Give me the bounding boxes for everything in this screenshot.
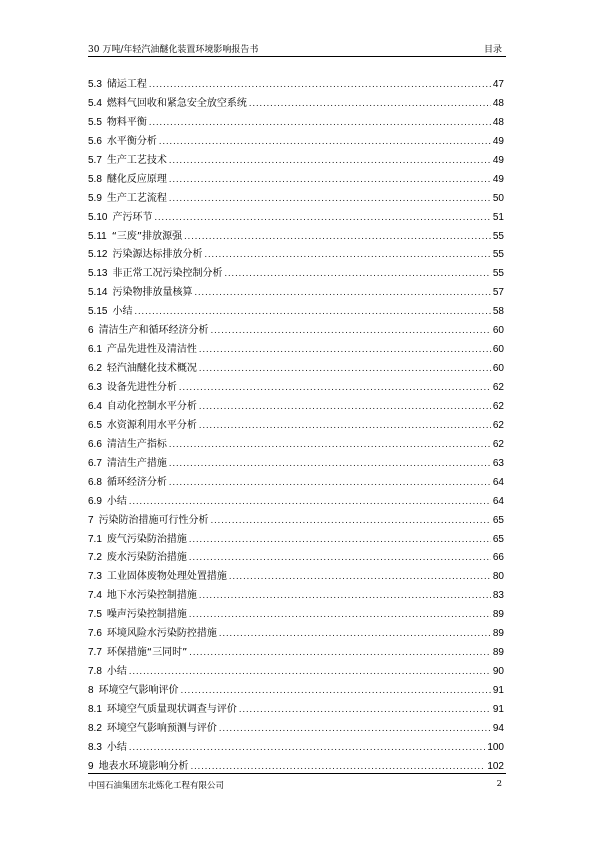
toc-entry-number: 7.5 xyxy=(88,609,102,621)
toc-entry-label: 轻汽油醚化技术概况 xyxy=(106,363,197,375)
toc-entry[interactable] xyxy=(88,663,504,682)
toc-entry-number: 7.2 xyxy=(88,552,102,564)
toc-entry-number: 7.7 xyxy=(88,647,102,659)
toc-leader-dots xyxy=(169,152,491,171)
toc-entry-label: 储运工程 xyxy=(106,79,147,90)
toc-entry[interactable] xyxy=(88,190,504,209)
toc-entry-number: 5.13 xyxy=(88,268,108,280)
toc-leader-dots xyxy=(149,114,491,133)
toc-entry[interactable] xyxy=(88,398,504,417)
toc-entry-number: 5.15 xyxy=(88,306,108,318)
toc-entry[interactable] xyxy=(88,587,504,606)
toc-entry-label: 小结 xyxy=(112,306,133,318)
toc-entry[interactable] xyxy=(88,228,504,247)
toc-entry-page: 62 xyxy=(492,438,504,450)
toc-entry-number: 8.2 xyxy=(88,722,102,734)
toc-entry-number: 7 xyxy=(88,514,94,526)
toc-entry-number: 6.4 xyxy=(88,400,102,412)
toc-entry-page: 62 xyxy=(492,400,504,412)
toc-entry-label: 循环经济分析 xyxy=(106,476,167,488)
toc-entry-page: 60 xyxy=(492,363,504,375)
toc-leader-dots xyxy=(129,663,491,682)
toc-entry[interactable] xyxy=(88,701,504,720)
toc-entry-number: 5.5 xyxy=(88,116,102,128)
toc-entry-number: 7.8 xyxy=(88,666,102,678)
toc-leader-dots xyxy=(199,417,491,436)
toc-leader-dots xyxy=(189,606,491,625)
toc-entry[interactable] xyxy=(88,379,504,398)
toc-entry-number: 5.10 xyxy=(88,211,108,223)
toc-entry[interactable] xyxy=(88,720,504,739)
toc-leader-dots xyxy=(181,682,491,701)
toc-entry-label: 生产工艺技术 xyxy=(106,154,167,166)
toc-leader-dots xyxy=(189,531,491,550)
toc-entry[interactable] xyxy=(88,417,504,436)
toc-entry[interactable] xyxy=(88,341,504,360)
toc-leader-dots xyxy=(211,512,491,531)
toc-entry-number: 7.3 xyxy=(88,571,102,583)
toc-entry-label: 设备先进性分析 xyxy=(106,382,177,393)
toc-entry-page: 89 xyxy=(492,628,504,640)
toc-leader-dots xyxy=(129,493,491,512)
toc-leader-dots xyxy=(229,568,491,587)
toc-entry-label: 污染防治措施可行性分析 xyxy=(98,514,209,526)
toc-entry-number: 5.12 xyxy=(88,249,108,261)
toc-entry-page: 60 xyxy=(492,344,504,356)
toc-entry-page: 64 xyxy=(492,476,504,488)
toc-entry-number: 5.7 xyxy=(88,154,102,166)
toc-leader-dots xyxy=(219,625,491,644)
toc-leader-dots xyxy=(219,720,491,739)
toc-entry-label: 小结 xyxy=(106,495,127,507)
toc-entry[interactable] xyxy=(88,549,504,568)
toc-leader-dots xyxy=(199,587,491,606)
toc-entry[interactable] xyxy=(88,644,504,663)
toc-entry[interactable] xyxy=(88,284,504,303)
page-number: 2 xyxy=(496,779,502,789)
toc-leader-dots xyxy=(184,228,491,247)
toc-leader-dots xyxy=(169,455,491,474)
toc-entry-page: 49 xyxy=(492,135,504,147)
toc-entry[interactable] xyxy=(88,322,504,341)
toc-entry[interactable] xyxy=(88,682,504,701)
toc-entry-label: 工业固体废物处理处置措施 xyxy=(106,571,227,583)
toc-entry[interactable] xyxy=(88,474,504,493)
toc-entry-page: 55 xyxy=(492,249,504,261)
toc-leader-dots xyxy=(169,436,491,455)
toc-entry-number: 6.6 xyxy=(88,438,102,450)
section-name: 目录 xyxy=(483,45,502,55)
toc-entry-label: 水资源利用水平分析 xyxy=(106,419,197,431)
toc-entry-label: 废气污染防治措施 xyxy=(106,533,187,545)
toc-entry-label: 燃料气回收和紧急安全放空系统 xyxy=(106,97,247,109)
toc-leader-dots xyxy=(129,739,485,758)
toc-entry-page: 50 xyxy=(492,192,504,204)
toc-entry[interactable] xyxy=(88,531,504,550)
toc-entry-label: 污染物排放量核算 xyxy=(112,287,193,299)
toc-entry-number: 5.3 xyxy=(88,79,102,90)
toc-entry-label: 环境空气质量现状调查与评价 xyxy=(106,703,237,715)
toc-entry-number: 5.4 xyxy=(88,97,102,109)
toc-entry-page: 62 xyxy=(492,419,504,431)
toc-entry-label: 环保措施“三同时” xyxy=(106,647,188,659)
toc-entry-page: 48 xyxy=(492,116,504,128)
toc-entry-label: 地下水污染控制措施 xyxy=(106,590,197,602)
toc-entry[interactable] xyxy=(88,606,504,625)
toc-entry-number: 7.6 xyxy=(88,628,102,640)
toc-entry-label: 地表水环境影响分析 xyxy=(98,760,189,772)
toc-entry-number: 6.5 xyxy=(88,419,102,431)
toc-leader-dots xyxy=(199,360,491,379)
toc-entry-label: 醚化反应原理 xyxy=(106,173,167,185)
toc-entry[interactable] xyxy=(88,209,504,228)
toc-entry-page: 90 xyxy=(492,666,504,678)
toc-entry-number: 8 xyxy=(88,685,94,696)
toc-entry-label: 废水污染防治措施 xyxy=(106,552,187,564)
toc-entry-page: 89 xyxy=(492,609,504,621)
toc-entry-number: 5.11 xyxy=(88,230,107,242)
toc-entry-label: 清洁生产和循环经济分析 xyxy=(98,325,209,337)
toc-entry-label: 自动化控制水平分析 xyxy=(106,400,197,412)
toc-entry[interactable] xyxy=(88,568,504,587)
toc-leader-dots xyxy=(169,190,491,209)
toc-entry-number: 6.2 xyxy=(88,363,102,375)
toc-leader-dots xyxy=(169,171,491,190)
toc-leader-dots xyxy=(194,284,490,303)
toc-entry-page: 57 xyxy=(492,287,504,299)
toc-entry-label: 污染源达标排放分析 xyxy=(112,249,203,261)
toc-entry[interactable] xyxy=(88,95,504,114)
toc-entry-label: 物料平衡 xyxy=(106,116,147,128)
toc-entry-label: 清洁生产指标 xyxy=(106,438,167,450)
toc-entry-number: 5.6 xyxy=(88,135,102,147)
toc-entry-number: 7.1 xyxy=(88,533,102,545)
toc-entry-label: 小结 xyxy=(106,741,127,753)
toc-entry-number: 6.1 xyxy=(88,344,102,356)
toc-entry-page: 55 xyxy=(492,268,504,280)
toc-entry[interactable] xyxy=(88,76,504,95)
toc-entry[interactable] xyxy=(88,512,504,531)
page-header xyxy=(88,38,506,57)
toc-entry-page: 91 xyxy=(492,703,504,715)
toc-entry-page: 91 xyxy=(492,685,504,696)
toc-leader-dots xyxy=(169,474,491,493)
toc-entry[interactable] xyxy=(88,246,504,265)
toc-leader-dots xyxy=(199,398,491,417)
toc-leader-dots xyxy=(159,133,491,152)
toc-entry[interactable] xyxy=(88,739,504,758)
toc-entry-page: 66 xyxy=(492,552,504,564)
toc-leader-dots xyxy=(239,701,491,720)
toc-entry-number: 8.1 xyxy=(88,703,102,715)
toc-entry-label: 产品先进性及清洁性 xyxy=(106,344,197,356)
toc-leader-dots xyxy=(211,322,491,341)
toc-entry[interactable] xyxy=(88,303,504,322)
toc-entry[interactable] xyxy=(88,171,504,190)
toc-entry-page: 65 xyxy=(492,533,504,545)
toc-entry[interactable] xyxy=(88,360,504,379)
toc-entry-page: 94 xyxy=(492,722,504,734)
company-name: 中国石油集团东北炼化工程有限公司 xyxy=(88,781,225,791)
toc-leader-dots xyxy=(224,265,490,284)
toc-entry-number: 5.9 xyxy=(88,192,102,204)
toc-entry-number: 6.7 xyxy=(88,457,102,469)
toc-entry[interactable] xyxy=(88,265,504,284)
toc-leader-dots xyxy=(134,303,490,322)
toc-entry[interactable] xyxy=(88,133,504,152)
toc-entry-label: 产污环节 xyxy=(112,211,153,223)
toc-entry-page: 63 xyxy=(492,457,504,469)
toc-leader-dots xyxy=(199,341,491,360)
toc-entry-page: 65 xyxy=(492,514,504,526)
toc-entry-page: 49 xyxy=(492,173,504,185)
toc-entry-page: 62 xyxy=(492,382,504,393)
toc-entry-number: 6.9 xyxy=(88,495,102,507)
toc-entry-page: 83 xyxy=(492,590,504,602)
toc-entry-page: 80 xyxy=(492,571,504,583)
toc-leader-dots xyxy=(179,379,491,398)
toc-entry-number: 7.4 xyxy=(88,590,102,602)
toc-entry-page: 89 xyxy=(492,647,504,659)
toc-entry-label: 噪声污染控制措施 xyxy=(106,609,187,621)
toc-leader-dots xyxy=(149,76,491,95)
toc-entry-page: 47 xyxy=(492,79,504,90)
toc-entry-page: 55 xyxy=(492,230,504,242)
toc-leader-dots xyxy=(189,549,491,568)
toc-entry-label: 清洁生产措施 xyxy=(106,457,167,469)
toc-leader-dots xyxy=(249,95,491,114)
toc-entry-page: 102 xyxy=(487,760,504,772)
toc-entry-number: 6.8 xyxy=(88,476,102,488)
toc-entry-page: 48 xyxy=(492,97,504,109)
toc-entry-number: 8.3 xyxy=(88,741,102,753)
toc-entry-label: 水平衡分析 xyxy=(106,135,157,147)
toc-entry-page: 58 xyxy=(492,306,504,318)
toc-entry-label: 生产工艺流程 xyxy=(106,192,167,204)
toc-entry-number: 6 xyxy=(88,325,94,337)
toc-entry-page: 100 xyxy=(487,741,504,753)
toc-entry-label: 环境空气影响评价 xyxy=(98,685,179,696)
toc-entry[interactable] xyxy=(88,436,504,455)
table-of-contents xyxy=(88,76,504,777)
toc-entry-page: 51 xyxy=(492,211,504,223)
toc-entry-label: 环境风险水污染防控措施 xyxy=(106,628,217,640)
toc-leader-dots xyxy=(204,246,490,265)
toc-entry[interactable] xyxy=(88,493,504,512)
toc-entry-number: 9 xyxy=(88,760,94,772)
toc-entry-number: 5.14 xyxy=(88,287,108,299)
toc-entry-page: 49 xyxy=(492,154,504,166)
toc-leader-dots xyxy=(154,209,490,228)
toc-entry-number: 6.3 xyxy=(88,382,102,393)
toc-entry-label: “三废”排放源强 xyxy=(111,230,183,242)
toc-entry[interactable] xyxy=(88,114,504,133)
toc-entry-page: 60 xyxy=(492,325,504,337)
toc-entry-label: 环境空气影响预测与评价 xyxy=(106,722,217,734)
toc-leader-dots xyxy=(189,644,491,663)
document-title: 30 万吨/年轻汽油醚化装置环境影响报告书 xyxy=(88,45,259,55)
toc-entry[interactable] xyxy=(88,455,504,474)
toc-entry-number: 5.8 xyxy=(88,173,102,185)
toc-entry-label: 非正常工况污染控制分析 xyxy=(112,268,223,280)
toc-entry-label: 小结 xyxy=(106,666,127,678)
toc-entry[interactable] xyxy=(88,625,504,644)
toc-entry[interactable] xyxy=(88,152,504,171)
toc-entry-page: 64 xyxy=(492,495,504,507)
page-footer xyxy=(88,773,506,790)
